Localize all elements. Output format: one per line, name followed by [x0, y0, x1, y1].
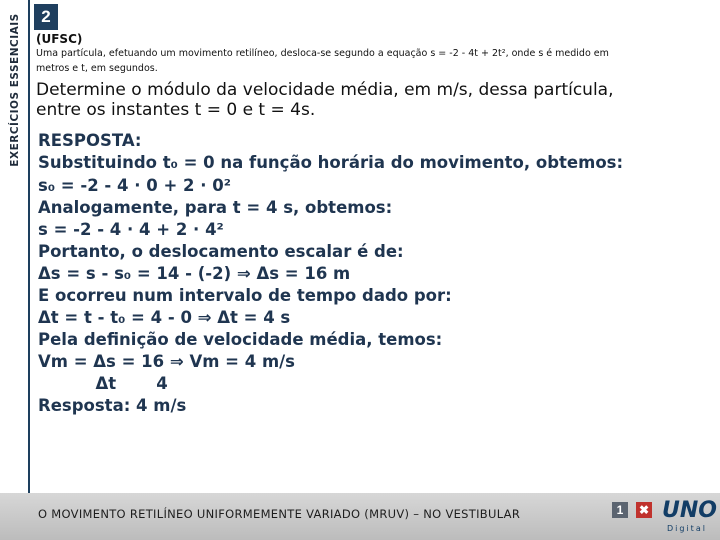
question-line-2: entre os instantes t = 0 e t = 4s.	[36, 100, 316, 120]
sidebar	[0, 0, 30, 180]
answer-line: Δt = t - t₀ = 4 - 0 ⇒ Δt = 4 s	[38, 308, 291, 327]
logo-x-icon: ✖	[636, 502, 652, 518]
exercise-intro	[36, 46, 666, 76]
question-line-1: Determine o módulo da velocidade média, em m/s, dessa partícula,	[36, 80, 614, 100]
answer-line: RESPOSTA:	[38, 131, 142, 150]
exercise-number: 2	[34, 4, 58, 30]
answer-line: s₀ = -2 - 4 · 0 + 2 · 0²	[38, 176, 232, 195]
intro-line-1: Uma partícula, efetuando um movimento retilíneo, desloca-se segundo a equação s = -2 - 4t + 2t², onde s é medido em	[36, 48, 609, 59]
answer-line: E ocorreu num intervalo de tempo dado por:	[38, 286, 452, 305]
sidebar-label: EXERCÍCIOS ESSENCIAIS	[9, 13, 21, 167]
footer-title: O MOVIMENTO RETILÍNEO UNIFORMEMENTE VARIADO (MRUV) – NO VESTIBULAR	[38, 507, 521, 521]
answer-line: s = -2 - 4 · 4 + 2 · 4²	[38, 220, 224, 239]
answer-line: Vm = Δs = 16 ⇒ Vm = 4 m/s	[38, 352, 295, 371]
answer-line: Substituindo t₀ = 0 na função horária do movimento, obtemos:	[38, 153, 624, 172]
answer-line: Resposta: 4 m/s	[38, 396, 187, 415]
footer-bar	[0, 493, 720, 540]
logo-box-icon: 1	[612, 502, 628, 518]
exercise-question	[36, 80, 696, 120]
brand-logo: UNO	[662, 498, 717, 523]
brand-subtitle: Digital	[667, 524, 707, 533]
sidebar-divider	[28, 0, 30, 540]
exercise-source: (UFSC)	[36, 32, 83, 46]
answer-line: Δt 4	[38, 374, 168, 393]
answer-line: Analogamente, para t = 4 s, obtemos:	[38, 198, 393, 217]
answer-line: Δs = s - s₀ = 14 - (-2) ⇒ Δs = 16 m	[38, 264, 351, 283]
answer-line: Portanto, o deslocamento escalar é de:	[38, 242, 404, 261]
intro-line-2: metros e t, em segundos.	[36, 63, 158, 74]
answer-line: Pela definição de velocidade média, temos:	[38, 330, 443, 349]
